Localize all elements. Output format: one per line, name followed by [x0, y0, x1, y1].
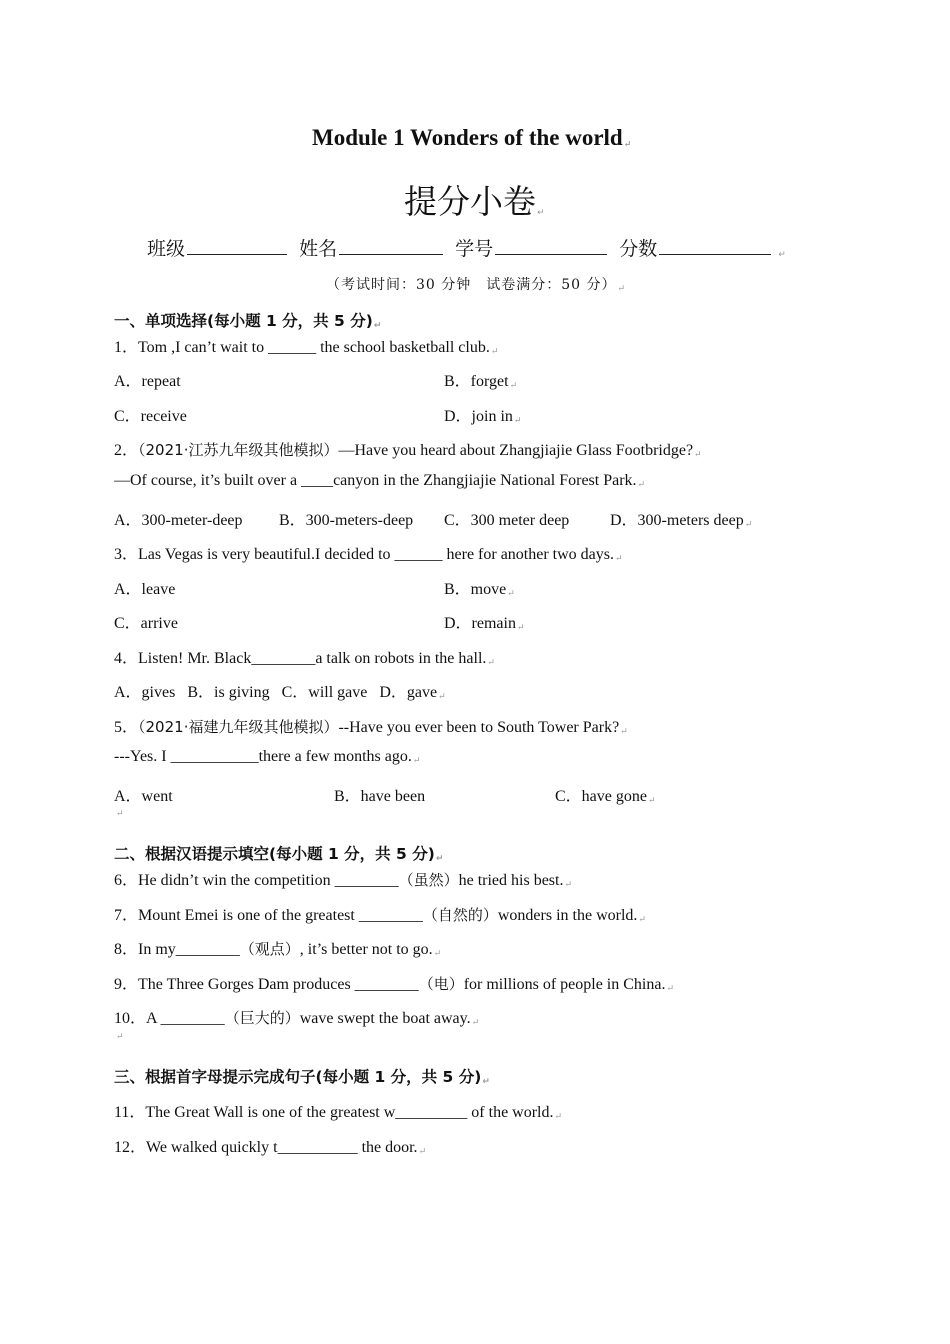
q3-option-c: C．arrive [114, 615, 178, 632]
question-5-line2: ---Yes. I ___________there a few months ago.↵ [114, 748, 421, 765]
q1-option-c: C．receive [114, 408, 187, 425]
question-4-options: A．gives B．is giving C．will gave D．gave↵ [114, 684, 446, 701]
q4-option-c: C．will gave [281, 684, 368, 701]
question-7: 7．Mount Emei is one of the greatest ________（自然的）wonders in the world.↵ [114, 906, 646, 924]
q5-option-b: B．have been [334, 788, 426, 805]
question-6: 6．He didn’t win the competition ________（虽然）he tried his best.↵ [114, 871, 573, 889]
q1-option-b: B．forget↵ [444, 373, 518, 390]
section-heading-2: 二、根据汉语提示填空(每小题 1 分，共 5 分)↵ [114, 845, 444, 864]
score-label: 分数 [619, 238, 658, 260]
page-title: Module 1 Wonders of the world↵ [312, 125, 632, 150]
question-11: 11．The Great Wall is one of the greatest w_________ of the world.↵ [114, 1104, 563, 1121]
q2-option-d: D．300-meters deep↵ [610, 512, 753, 529]
page-subtitle: 提分小卷↵ [404, 182, 545, 221]
question-5-stem: 5．（2021·福建九年级其他模拟）--Have you ever been to South Tower Park?↵ [114, 718, 628, 736]
q1-option-d: D．join in↵ [444, 408, 522, 425]
q2-option-a: A．300-meter-deep [114, 512, 243, 529]
q4-option-b: B．is giving [187, 684, 270, 701]
q5-option-a: A．went [114, 788, 173, 805]
question-2-line2: —Of course, it’s built over a ____canyon in the Zhangjiajie National Forest Park.↵ [114, 472, 646, 489]
q2-option-c: C．300 meter deep [444, 512, 570, 529]
q1-option-a: A．repeat [114, 373, 181, 390]
q4-option-a: A．gives [114, 684, 176, 701]
q3-option-d: D．remain↵ [444, 615, 525, 632]
q4-option-d: D．gave [379, 684, 438, 701]
question-4-stem: 4．Listen! Mr. Black________a talk on robots in the hall.↵ [114, 650, 495, 667]
exam-time-note: （考试时间：30 分钟 试卷满分：50 分）↵ [326, 277, 627, 294]
name-label: 姓名 [299, 238, 338, 260]
q3-option-a: A．leave [114, 581, 176, 598]
section-heading-3: 三、根据首字母提示完成句子(每小题 1 分，共 5 分)↵ [114, 1068, 490, 1087]
id-label: 学号 [455, 238, 494, 260]
name-field[interactable] [339, 253, 443, 255]
question-1-stem: 1．Tom ,I can’t wait to ______ the school basketball club.↵ [114, 339, 499, 356]
score-field[interactable] [659, 253, 771, 255]
question-10: 10．A ________（巨大的）wave swept the boat away.↵ [114, 1009, 480, 1027]
id-field[interactable] [495, 253, 607, 255]
paragraph-mark: ↵ [116, 1031, 124, 1041]
question-12: 12．We walked quickly t__________ the door.↵ [114, 1139, 427, 1156]
q3-option-b: B．move↵ [444, 581, 515, 598]
class-field[interactable] [187, 253, 287, 255]
paragraph-mark: ↵ [116, 808, 124, 818]
q5-option-c: C．have gone↵ [555, 788, 656, 805]
q2-option-b: B．300-meters-deep [279, 512, 414, 529]
question-2-stem: 2．（2021·江苏九年级其他模拟）—Have you heard about Zhangjiajie Glass Footbridge?↵ [114, 441, 702, 459]
question-8: 8．In my________（观点）, it’s better not to go.↵ [114, 940, 442, 958]
question-3-stem: 3．Las Vegas is very beautiful.I decided to ______ here for another two days.↵ [114, 546, 623, 563]
section-heading-1: 一、单项选择(每小题 1 分，共 5 分)↵ [114, 312, 382, 331]
student-info-line: 班级 姓名 学号 分数 ↵ [147, 234, 786, 261]
question-9: 9．The Three Gorges Dam produces ________（电）for millions of people in China.↵ [114, 975, 674, 993]
class-label: 班级 [147, 238, 186, 260]
